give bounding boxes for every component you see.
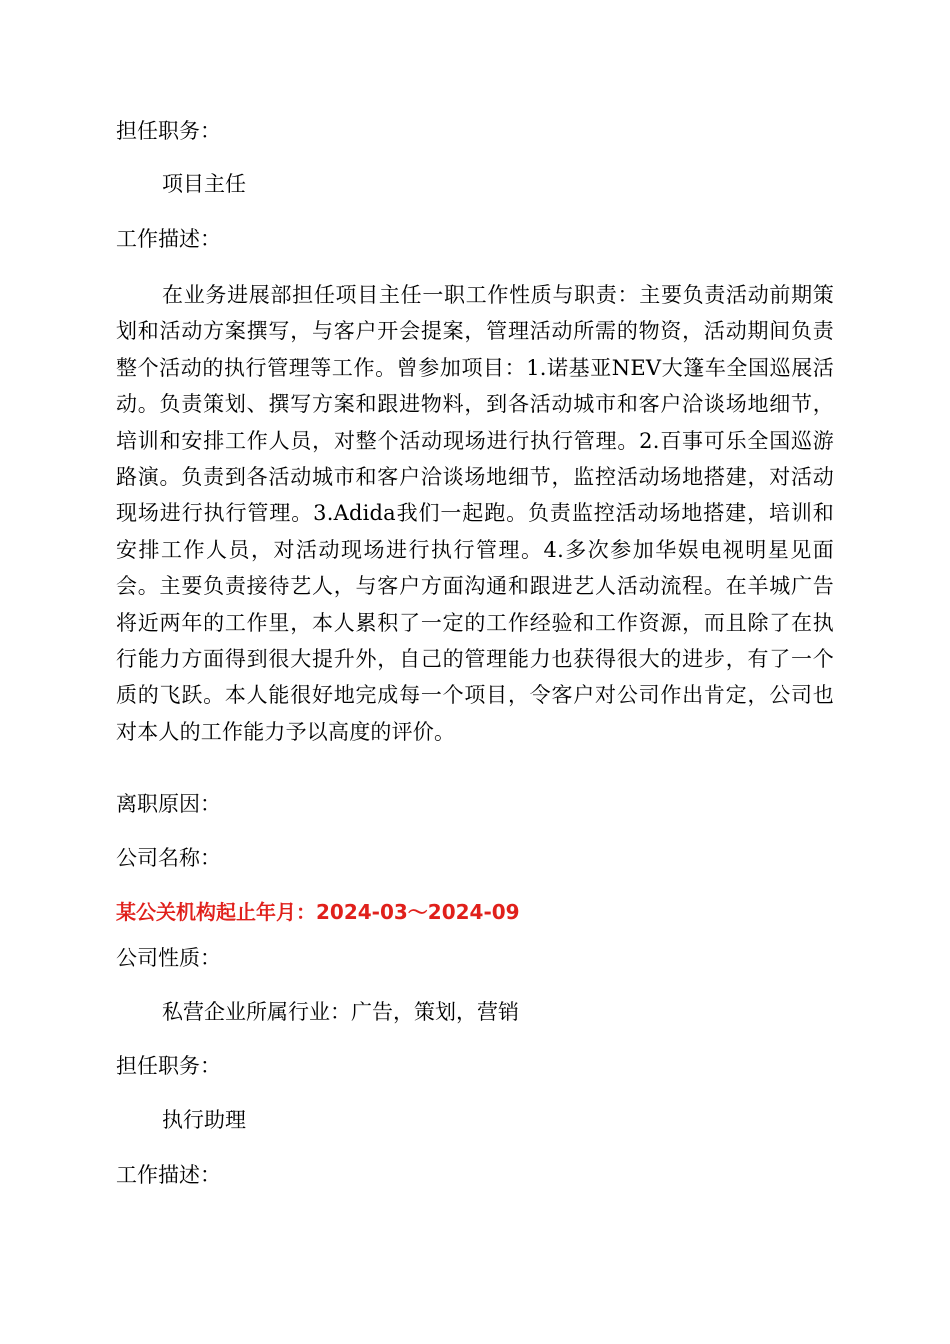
- position-value: 项目主任: [162, 172, 246, 196]
- company-nature-value: 私营企业所属行业：广告，策划，营销: [162, 1000, 519, 1024]
- leave-reason-label: 离职原因：: [116, 792, 221, 816]
- position-label: 担任职务：: [116, 119, 221, 143]
- position-label-2: 担任职务：: [116, 1054, 221, 1078]
- company-heading: 某公关机构起止年月：2024-03～2024-09: [116, 900, 520, 924]
- description-label: 工作描述：: [116, 227, 221, 251]
- company-name-label: 公司名称：: [116, 846, 221, 870]
- position-value-2: 执行助理: [162, 1108, 246, 1132]
- description-label-2: 工作描述：: [116, 1163, 221, 1187]
- description-paragraph: 在业务进展部担任项目主任一职工作性质与职责：主要负责活动前期策划和活动方案撰写，与客户开会提案，管理活动所需的物资，活动期间负责整个活动的执行管理等工作。曾参加项目：1.诺基亚NEV大篷车全国巡展活动。负责策划、撰写方案和跟进物料，到各活动城市和客户洽谈场地细节，培训和安排工作人员，对整个活动现场进行执行管理。2.百事可乐全国巡游路演。负责到各活动城市和客户洽谈场地细节，监控活动场地搭建，对活动现场进行执行管理。3.Adida我们一起跑。负责监控活动场地搭建，培训和安排工作人员，对活动现场进行执行管理。4.多次参加华娱电视明星见面会。主要负责接待艺人，与客户方面沟通和跟进艺人活动流程。在羊城广告将近两年的工作里，本人累积了一定的工作经验和工作资源，而且除了在执行能力方面得到很大提升外，自己的管理能力也获得很大的进步，有了一个质的飞跃。本人能很好地完成每一个项目，令客户对公司作出肯定，公司也对本人的工作能力予以高度的评价。: [116, 283, 834, 744]
- company-nature-label: 公司性质：: [116, 946, 221, 970]
